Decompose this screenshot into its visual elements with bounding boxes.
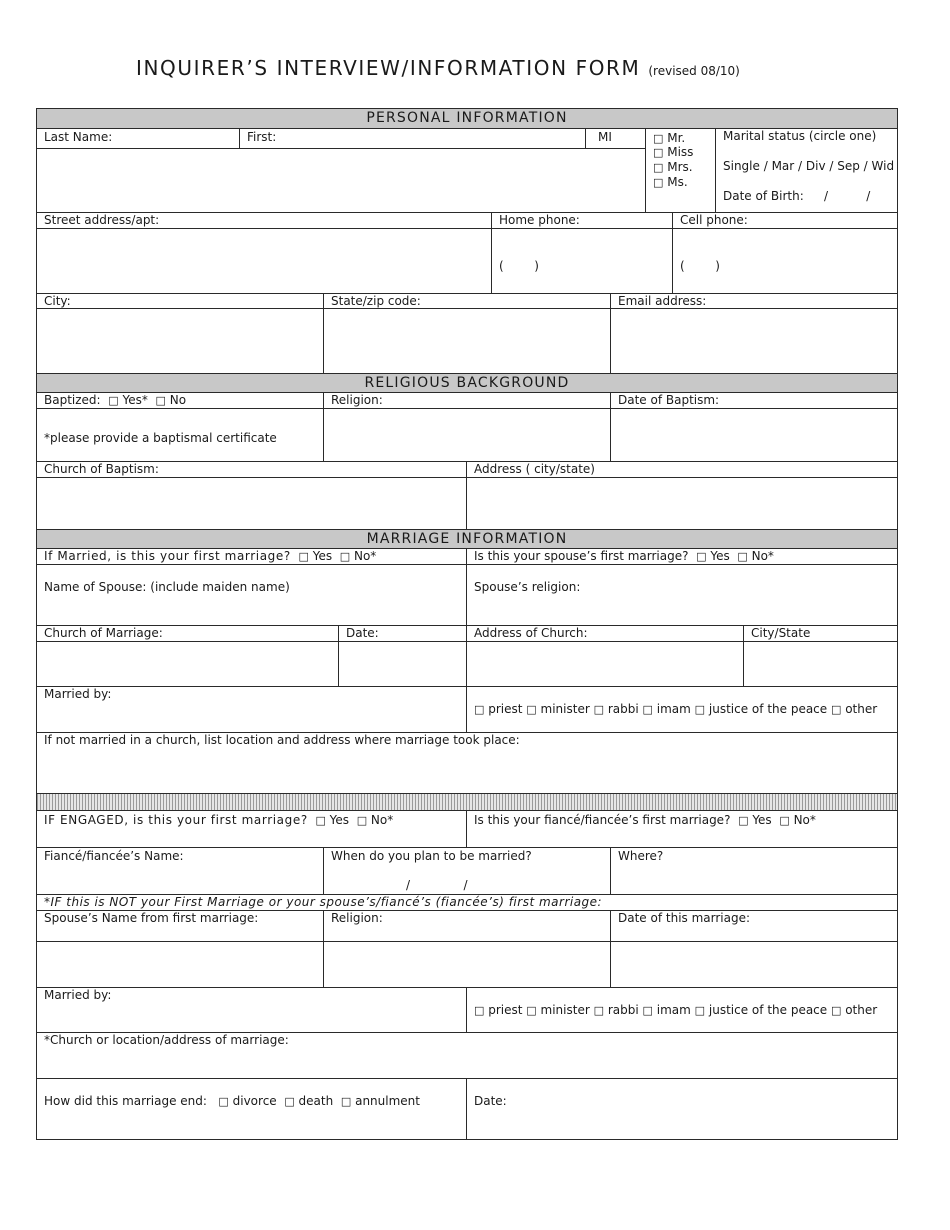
marital-status-options[interactable]: Single / Mar / Div / Sep / Wid [723,159,895,173]
checkbox-icon: □ [339,550,351,563]
mi-label: MI [598,130,612,144]
checkbox-icon: □ [653,146,664,159]
checkbox-icon: □ [298,550,309,563]
option-label: No* [370,813,394,827]
previous-church-location-label: *Church or location/address of marriage: [44,1033,289,1047]
option-label: other [845,1003,878,1017]
church-of-marriage-label-cell [36,625,339,642]
baptized-yes-option[interactable] [108,393,148,407]
first-name-field[interactable] [239,128,586,149]
marriage-date-input[interactable] [338,641,467,687]
marriage-location-field[interactable] [36,732,898,794]
option-label: Yes* [122,393,148,407]
marriage-date-label-cell [338,625,467,642]
salutation-label: Mrs. [667,160,693,174]
wedding-date-slashes: / / [406,878,468,892]
previous-officiant-options [474,1003,877,1018]
religion-label-cell [323,392,611,409]
checkbox-icon: □ [340,1095,352,1108]
first-marriage-label: If Married, is this your first marriage? [44,549,291,563]
baptized-label: Baptized: [44,393,101,407]
marital-status-label: Marital status (circle one) [723,129,877,143]
state-zip-label-cell [323,293,611,309]
spouse-first-marriage-no-option[interactable] [737,549,774,563]
fiance-first-marriage-question [474,813,816,828]
engaged-first-marriage-label: IF ENGAGED, is this your first marriage? [44,813,308,827]
option-label: imam [656,702,691,716]
previous-officiant-rabbi-option[interactable] [594,1003,639,1017]
church-of-marriage-label: Church of Marriage: [44,626,163,640]
wedding-date-label: When do you plan to be married? [331,849,532,863]
religion-label: Religion: [331,393,383,407]
checkbox-icon: □ [593,1004,605,1017]
option-label: No* [751,549,774,563]
spouse-religion-field[interactable] [466,564,898,626]
church-of-marriage-input[interactable] [36,641,339,687]
first-marriage-no-option[interactable] [340,549,377,563]
checkbox-icon: □ [830,1004,842,1017]
checkbox-icon: □ [653,176,664,189]
spouse-first-marriage-question-cell [466,548,898,565]
checkbox-icon: □ [526,1004,537,1017]
checkbox-icon: □ [218,1095,229,1108]
checkbox-icon: □ [737,550,748,563]
marriage-end-date-label: Date: [474,1094,507,1108]
salutation-options [645,128,716,213]
checkbox-icon: □ [526,703,537,716]
previous-spouse-name-label-cell [36,910,324,942]
marriage-location-label: If not married in a church, list location and address where marriage took place: [44,733,520,747]
church-of-baptism-label-cell [36,461,467,478]
checkbox-icon: □ [284,1095,295,1108]
engaged-first-marriage-cell [36,810,467,848]
checkbox-icon: □ [694,703,706,716]
officiant-justice-option[interactable] [695,702,827,716]
marriage-end-question [44,1094,420,1109]
marriage-end-annulment-option[interactable] [341,1094,420,1108]
previous-spouse-name-label: Spouse’s Name from first marriage: [44,911,259,925]
wedding-date-field[interactable] [323,847,611,895]
option-label: Yes [329,813,350,827]
baptismal-certificate-note: *please provide a baptismal certificate [44,431,277,445]
email-input[interactable] [610,308,898,374]
first-marriage-question [44,549,376,564]
baptized-question [44,393,186,408]
checkbox-icon: □ [653,132,664,145]
date-of-birth-field[interactable]: / / [824,189,871,203]
cell-phone-input[interactable] [672,228,898,294]
previous-officiant-imam-option[interactable] [643,1003,691,1017]
fiance-name-label: Fiancé/fiancée’s Name: [44,849,184,863]
officiant-priest-option[interactable] [474,702,522,716]
marriage-end-death-option[interactable] [284,1094,333,1108]
salutation-label: Mr. [667,131,686,145]
salutation-label: Ms. [667,175,688,189]
option-label: rabbi [607,1003,639,1017]
marriage-date-label: Date: [346,626,379,640]
engaged-first-marriage-yes-option[interactable] [315,813,349,827]
marriage-end-date-field[interactable] [466,1078,898,1140]
checkbox-icon: □ [315,814,326,827]
checkbox-icon: □ [474,1004,485,1017]
fiance-first-marriage-yes-option[interactable] [738,813,772,827]
option-label: rabbi [607,702,639,716]
street-address-label: Street address/apt: [44,213,160,227]
checkbox-icon: □ [830,703,842,716]
wedding-location-field[interactable] [610,847,898,895]
officiant-options-cell [466,686,898,733]
previous-spouse-religion-label: Religion: [331,911,383,925]
home-phone-label: Home phone: [499,213,580,227]
option-label: Yes [752,813,772,827]
form-title-text: INQUIRER’S INTERVIEW/INFORMATION FORM [136,56,641,80]
checkbox-icon: □ [642,1004,653,1017]
checkbox-icon: □ [642,703,653,716]
baptism-address-label-cell [466,461,898,478]
previous-marriage-note: *IF this is NOT your First Marriage or your spouse’s/fiancé’s (fiancée’s) first marriage: [44,895,603,909]
previous-marriage-date-label-cell [610,910,898,942]
option-label: other [845,702,878,716]
option-label: No [169,393,187,407]
first-marriage-question-cell [36,548,467,565]
date-of-baptism-label: Date of Baptism: [618,393,720,407]
church-city-state-label: City/State [751,626,811,640]
marital-dob-block [715,128,898,213]
previous-marriage-date-input[interactable] [610,941,898,988]
option-label: imam [656,1003,691,1017]
option-label: Yes [710,549,730,563]
previous-officiant-priest-option[interactable] [474,1003,522,1017]
first-marriage-yes-option[interactable] [298,549,332,563]
salutation-label: Miss [667,145,694,159]
date-of-baptism-input[interactable] [610,408,898,462]
baptized-cell [36,392,324,409]
checkbox-icon: □ [738,814,749,827]
previous-officiant-other-option[interactable] [831,1003,877,1017]
baptism-address-label: Address ( city/state) [474,462,595,476]
state-zip-label: State/zip code: [331,294,421,308]
marriage-end-cell [36,1078,467,1140]
option-label: death [298,1094,334,1108]
previous-marriage-date-label: Date of this marriage: [618,911,751,925]
option-label: divorce [232,1094,277,1108]
option-label: priest [488,1003,523,1017]
address-of-church-label: Address of Church: [474,626,588,640]
spouse-religion-label: Spouse’s religion: [474,580,581,594]
marriage-end-label: How did this marriage end: [44,1094,207,1108]
church-of-baptism-label: Church of Baptism: [44,462,159,476]
previous-officiant-minister-option[interactable] [526,1003,589,1017]
section-religious-background: RELIGIOUS BACKGROUND [36,373,898,393]
officiant-rabbi-option[interactable] [594,702,639,716]
previous-married-by-field[interactable] [36,987,467,1033]
fiance-name-field[interactable] [36,847,324,895]
fiance-first-marriage-label: Is this your fiancé/fiancée’s first marriage? [474,813,731,827]
first-name-label: First: [247,130,277,144]
address-of-church-input[interactable] [466,641,744,687]
city-label: City: [44,294,71,308]
previous-married-by-label: Married by: [44,988,112,1002]
previous-officiant-justice-option[interactable] [695,1003,827,1017]
option-label: annulment [355,1094,420,1108]
officiant-minister-option[interactable] [526,702,589,716]
option-label: No* [793,813,816,827]
spouse-first-marriage-question [474,549,774,564]
option-label: minister [540,1003,590,1017]
spouse-first-marriage-yes-option[interactable] [696,549,730,563]
checkbox-icon: □ [653,161,664,174]
married-by-label: Married by: [44,687,112,701]
option-label: minister [540,702,590,716]
last-name-label: Last Name: [44,130,113,144]
salutation-mr[interactable] [653,131,685,146]
officiant-other-option[interactable] [831,702,877,716]
option-label: priest [488,702,523,716]
officiant-options [474,702,877,717]
address-of-church-label-cell [466,625,744,642]
street-address-input[interactable] [36,228,492,294]
option-label: justice of the peace [708,702,828,716]
name-of-spouse-label: Name of Spouse: (include maiden name) [44,580,290,594]
baptized-no-option[interactable] [155,393,186,407]
checkbox-icon: □ [593,703,605,716]
church-of-baptism-input[interactable] [36,477,467,530]
home-phone-input[interactable] [491,228,673,294]
fiance-first-marriage-no-option[interactable] [779,813,816,827]
last-name-field[interactable] [36,128,240,149]
salutation-ms[interactable] [653,175,688,190]
section-divider [36,793,898,811]
wedding-location-label: Where? [618,849,664,863]
previous-officiant-options-cell [466,987,898,1033]
revised-date: (revised 08/10) [648,64,740,78]
option-label: Yes [312,549,333,563]
checkbox-icon: □ [108,394,119,407]
checkbox-icon: □ [356,814,368,827]
street-address-label-cell [36,212,492,229]
section-personal-information: PERSONAL INFORMATION [36,108,898,129]
fiance-first-marriage-cell [466,810,898,848]
inquirer-form [36,108,898,1140]
city-label-cell [36,293,324,309]
cell-phone-label-cell [672,212,898,229]
officiant-imam-option[interactable] [643,702,691,716]
church-city-state-input[interactable] [743,641,898,687]
form-title [136,56,740,80]
marriage-end-divorce-option[interactable] [218,1094,276,1108]
married-by-field[interactable] [36,686,467,733]
cell-phone-label: Cell phone: [680,213,748,227]
baptism-address-input[interactable] [466,477,898,530]
option-label: No* [353,549,377,563]
engaged-first-marriage-no-option[interactable] [357,813,394,827]
email-label-cell [610,293,898,309]
email-label: Email address: [618,294,707,308]
home-phone-area-code: ( ) [499,259,539,273]
date-of-birth-label: Date of Birth: [723,189,804,203]
church-city-state-label-cell [743,625,898,642]
middle-initial-field[interactable] [585,128,646,149]
home-phone-label-cell [491,212,673,229]
spouse-first-marriage-label: Is this your spouse’s first marriage? [474,549,689,563]
previous-church-location-field[interactable] [36,1032,898,1079]
salutation-mrs[interactable] [653,160,693,175]
checkbox-icon: □ [779,814,790,827]
date-of-baptism-label-cell [610,392,898,409]
previous-spouse-religion-label-cell [323,910,611,942]
salutation-miss[interactable] [653,145,693,160]
name-entry-area[interactable] [36,148,646,213]
option-label: justice of the peace [708,1003,828,1017]
city-input[interactable] [36,308,324,374]
baptismal-certificate-note-cell [36,408,324,462]
cell-phone-area-code: ( ) [680,259,720,273]
checkbox-icon: □ [694,1004,706,1017]
checkbox-icon: □ [474,703,485,716]
previous-marriage-note-cell [36,894,898,911]
previous-spouse-religion-input[interactable] [323,941,611,988]
checkbox-icon: □ [155,394,166,407]
religion-input[interactable] [323,408,611,462]
checkbox-icon: □ [696,550,707,563]
state-zip-input[interactable] [323,308,611,374]
section-marriage-information: MARRIAGE INFORMATION [36,529,898,549]
engaged-first-marriage-question [44,813,393,828]
previous-spouse-name-input[interactable] [36,941,324,988]
name-of-spouse-field[interactable] [36,564,467,626]
